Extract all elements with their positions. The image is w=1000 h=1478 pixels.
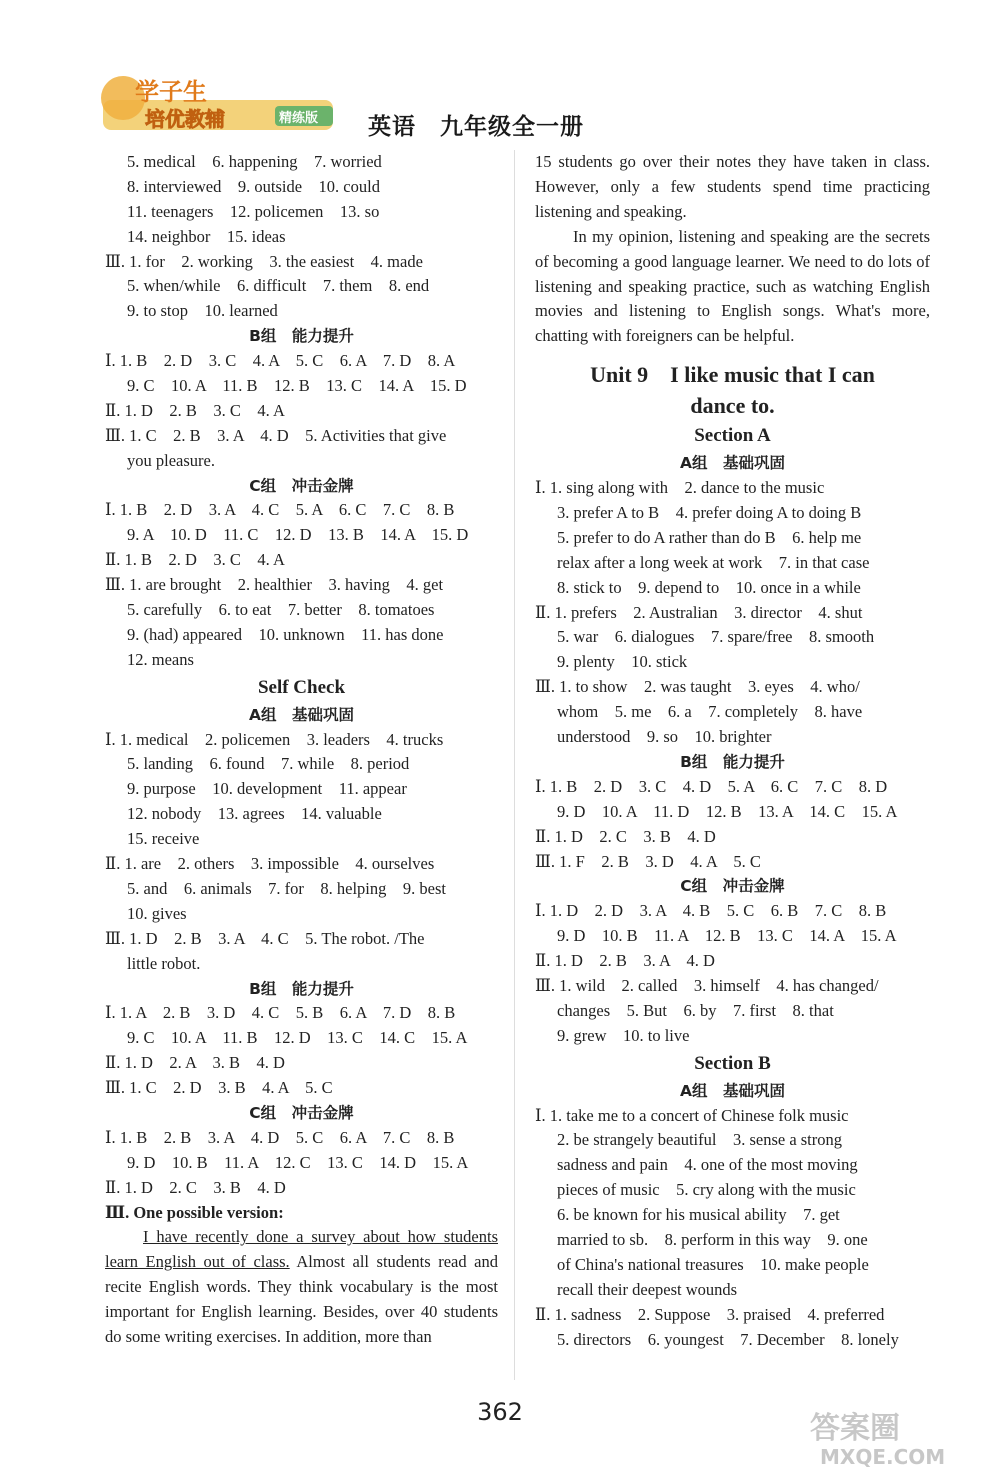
answer-line: Ⅲ. 1. wild 2. called 3. himself 4. has changed/ (535, 975, 879, 995)
watermark-logo (800, 1400, 990, 1470)
answer-line: 5. and 6. animals 7. for 8. helping 9. best (127, 878, 446, 898)
answer-line: 11. teenagers 12. policemen 13. so (127, 201, 380, 221)
answer-line: Ⅲ. 1. for 2. working 3. the easiest 4. made (105, 251, 423, 271)
answer-line: Ⅰ. 1. B 2. D 3. C 4. A 5. C 6. A 7. D 8. A (105, 351, 456, 371)
answer-line: Ⅰ. 1. B 2. B 3. A 4. D 5. C 6. A 7. C 8. B (105, 1127, 455, 1147)
svg-text:培优教辅: 培优教辅 (145, 107, 225, 131)
publisher-logo (95, 70, 355, 138)
book-title: 英语 九年级全一册 (368, 114, 584, 140)
answer-line: 9. A 10. D 11. C 12. D 13. B 14. A 15. D (127, 525, 469, 545)
answer-line: 10. gives (127, 903, 187, 923)
answer-line: Ⅱ. 1. D 2. B 3. C 4. A (105, 400, 285, 420)
answer-line: Ⅱ. 1. D 2. B 3. A 4. D (535, 951, 715, 971)
group-heading: B组 能力提升 (249, 979, 354, 998)
left-answer-lines (105, 150, 498, 1225)
answer-line: Ⅰ. 1. medical 2. policemen 3. leaders 4. trucks (105, 729, 444, 749)
answer-line: Ⅱ. 1. sadness 2. Suppose 3. praised 4. preferred (535, 1304, 885, 1324)
section-heading: Section B (694, 1052, 771, 1074)
answer-line: whom 5. me 6. a 7. completely 8. have (557, 702, 863, 722)
answer-line: Ⅲ. One possible version: (105, 1202, 284, 1222)
answer-line: Ⅱ. 1. D 2. C 3. B 4. D (105, 1177, 286, 1197)
answer-line: Ⅱ. 1. prefers 2. Australian 3. director 4. shut (535, 602, 863, 622)
answer-line: 9. D 10. B 11. A 12. B 13. C 14. A 15. A (557, 926, 897, 946)
answer-line: 5. when/while 6. difficult 7. them 8. end (127, 276, 430, 296)
answer-line: 5. war 6. dialogues 7. spare/free 8. smooth (557, 627, 875, 647)
section-heading: Self Check (257, 676, 346, 698)
right-column (535, 150, 930, 1352)
answer-line: 9. C 10. A 11. B 12. B 13. C 14. A 15. D (127, 376, 467, 396)
answer-line: Ⅱ. 1. D 2. A 3. B 4. D (105, 1053, 285, 1073)
answer-line: 5. medical 6. happening 7. worried (127, 152, 382, 171)
answer-line: 9. (had) appeared 10. unknown 11. has done (127, 624, 444, 644)
essay-underlined-sentence: I have recently done a survey about how students learn English out of class. (105, 1227, 498, 1272)
answer-line: 9. to stop 10. learned (127, 301, 278, 321)
answer-line: Ⅰ. 1. D 2. D 3. A 4. B 5. C 6. B 7. C 8. B (535, 901, 887, 921)
answer-line: 5. prefer to do A rather than do B 6. help me (557, 527, 862, 547)
answer-line: pieces of music 5. cry along with the music (557, 1180, 856, 1200)
answer-line: Ⅲ. 1. C 2. B 3. A 4. D 5. Activities that give (105, 425, 447, 445)
answer-line: 15. receive (127, 829, 200, 849)
answer-line: understood 9. so 10. brighter (557, 727, 772, 747)
answer-line: 9. grew 10. to live (557, 1025, 690, 1045)
answer-line: 12. nobody 13. agrees 14. valuable (127, 804, 382, 824)
essay-paragraph-1-continued: 15 students go over their notes they have taken in class. However, only a few students spend time practicing listening and speaking. (535, 152, 930, 221)
group-heading: A组 基础巩固 (680, 454, 785, 473)
group-heading: A组 基础巩固 (680, 1081, 785, 1100)
group-heading: C组 冲击金牌 (249, 1103, 354, 1122)
answer-line: 8. stick to 9. depend to 10. once in a while (557, 577, 861, 597)
essay-paragraph-1 (105, 1225, 498, 1350)
answer-line: 6. be known for his musical ability 7. get (557, 1205, 840, 1225)
answer-line: 5. landing 6. found 7. while 8. period (127, 754, 410, 774)
group-heading: B组 能力提升 (680, 752, 785, 771)
answer-line: Ⅲ. 1. are brought 2. healthier 3. having 4. get (105, 575, 444, 595)
answer-line: Ⅲ. 1. F 2. B 3. D 4. A 5. C (535, 851, 761, 871)
answer-line: little robot. (127, 953, 201, 973)
answer-line: 9. D 10. B 11. A 12. C 13. C 14. D 15. A (127, 1152, 469, 1172)
answer-line: 8. interviewed 9. outside 10. could (127, 176, 380, 196)
answer-line: 9. purpose 10. development 11. appear (127, 779, 407, 799)
answer-line: Ⅱ. 1. are 2. others 3. impossible 4. ourselves (105, 854, 435, 874)
answer-line: sadness and pain 4. one of the most moving (557, 1155, 858, 1175)
answer-line: 5. carefully 6. to eat 7. better 8. tomatoes (127, 600, 435, 620)
essay-paragraph-2: In my opinion, listening and speaking are the secrets of becoming a good language learner. We need to do lots of listening and speaking practice, such as watching English movies and listening to English songs. What's more, chatting with foreigners can be helpful. (535, 226, 930, 346)
answer-line: relax after a long week at work 7. in that case (557, 552, 870, 572)
answer-line: Ⅰ. 1. take me to a concert of Chinese folk music (535, 1105, 849, 1125)
answer-line: 2. be strangely beautiful 3. sense a strong (557, 1130, 843, 1150)
page-number: 362 (477, 1398, 523, 1426)
group-heading: A组 基础巩固 (249, 705, 354, 724)
answer-line: Ⅰ. 1. A 2. B 3. D 4. C 5. B 6. A 7. D 8. B (105, 1003, 456, 1023)
svg-text:学子生: 学子生 (135, 78, 207, 106)
column-divider (514, 150, 515, 1380)
answer-line: 9. C 10. A 11. B 12. D 13. C 14. C 15. A (127, 1028, 468, 1048)
answer-line: Ⅰ. 1. sing along with 2. dance to the music (535, 478, 825, 498)
answer-line: Ⅱ. 1. B 2. D 3. C 4. A (105, 550, 285, 570)
section-heading: Section A (694, 425, 771, 447)
answer-line: 9. plenty 10. stick (557, 652, 688, 672)
svg-text:答案圈: 答案圈 (810, 1411, 900, 1446)
group-heading: C组 冲击金牌 (249, 476, 354, 495)
answer-line: 12. means (127, 649, 194, 669)
group-heading: B组 能力提升 (249, 327, 354, 346)
answer-line: 3. prefer A to B 4. prefer doing A to doing B (557, 503, 862, 523)
essay-paragraph-1-text: Almost all students read and recite English words. They think vocabulary is the most important for English learning. Besides, over 40 students do some writing exercises. In addition, more than (105, 1252, 498, 1347)
group-heading: C组 冲击金牌 (680, 877, 785, 896)
left-column (105, 150, 498, 1350)
right-answer-lines (535, 421, 930, 1352)
answer-line: Ⅱ. 1. D 2. C 3. B 4. D (535, 826, 716, 846)
answer-line: Ⅲ. 1. D 2. B 3. A 4. C 5. The robot. /The (105, 928, 425, 948)
answer-line: you pleasure. (127, 450, 215, 470)
svg-text:MXQE.COM: MXQE.COM (820, 1445, 946, 1469)
svg-text:精练版: 精练版 (279, 111, 319, 126)
answer-line: of China's national treasures 10. make people (557, 1254, 869, 1274)
answer-line: Ⅲ. 1. C 2. D 3. B 4. A 5. C (105, 1078, 333, 1098)
answer-line: 9. D 10. A 11. D 12. B 13. A 14. C 15. A (557, 801, 898, 821)
answer-line: changes 5. But 6. by 7. first 8. that (557, 1000, 834, 1020)
answer-line: 5. directors 6. youngest 7. December 8. lonely (557, 1329, 899, 1349)
unit-heading-line-2: dance to. (690, 393, 775, 419)
answer-line: recall their deepest wounds (557, 1279, 738, 1299)
answer-line: Ⅰ. 1. B 2. D 3. C 4. D 5. A 6. C 7. C 8. D (535, 776, 888, 796)
answer-line: Ⅲ. 1. to show 2. was taught 3. eyes 4. who/ (535, 677, 860, 697)
answer-line: 14. neighbor 15. ideas (127, 226, 286, 246)
answer-line: married to sb. 8. perform in this way 9. one (557, 1229, 868, 1249)
answer-line: Ⅰ. 1. B 2. D 3. A 4. C 5. A 6. C 7. C 8. B (105, 500, 455, 520)
unit-heading-line-1: Unit 9 I like music that I can (590, 362, 875, 388)
